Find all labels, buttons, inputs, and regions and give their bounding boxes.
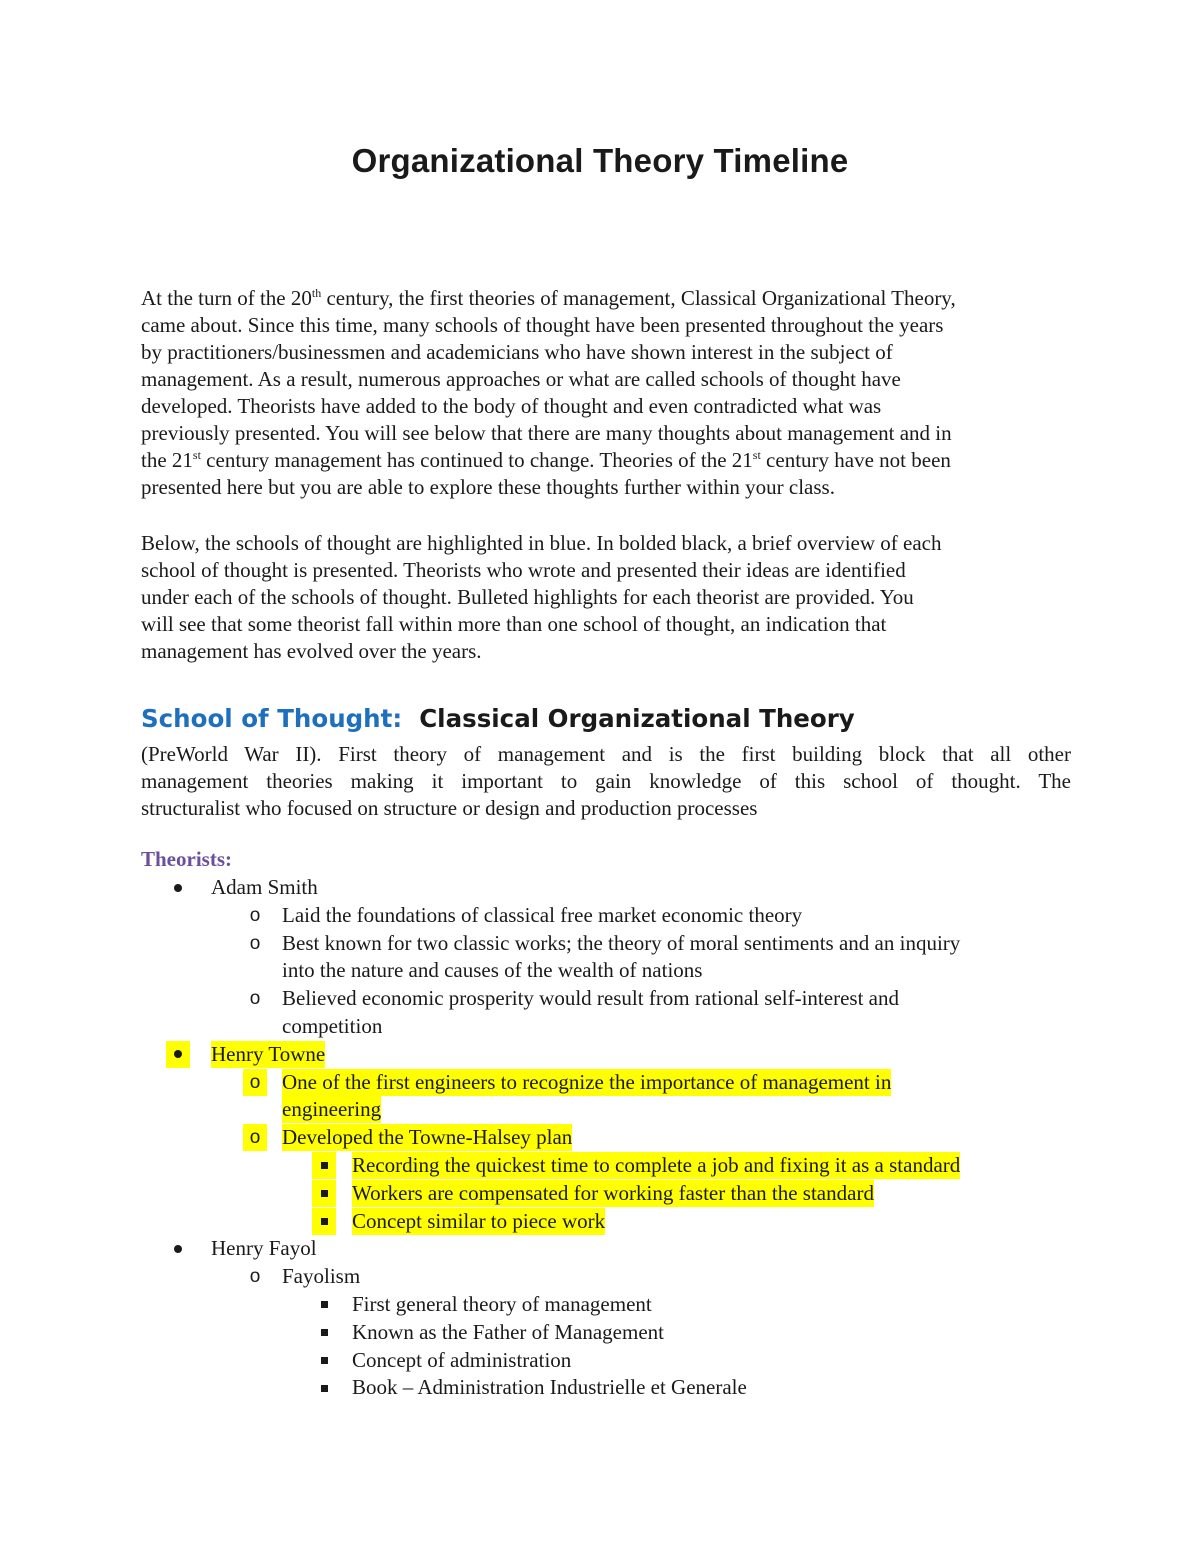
theorist-point (0, 1096, 1100, 1123)
list-item-text: Laid the foundations of classical free market economic theory (282, 902, 803, 927)
overview-line: under each of the schools of thought. Bulleted highlights for each theorist are provided. You (141, 585, 914, 609)
bullet-icon (312, 1208, 336, 1235)
theorist-subpoint (0, 1319, 1100, 1346)
list-item-text: Developed the Towne-Halsey plan (282, 1125, 573, 1150)
theorist-point (0, 930, 1100, 957)
theorist-name (0, 1041, 1100, 1068)
bullet-icon: o (249, 904, 261, 926)
list-item-text: Henry Fayol (211, 1236, 317, 1261)
theorist-point (0, 1124, 1100, 1151)
theorist-point (0, 1069, 1100, 1096)
section-overview-line: management theories making it important to gain knowledge of this school of thought. The (141, 769, 1071, 793)
list-item-text: Recording the quickest time to complete a job and fixing it as a standard (352, 1153, 961, 1177)
list-item-text: Concept of administration (352, 1347, 572, 1372)
theorist-name (0, 1235, 1100, 1262)
list-item-text: Best known for two classic works; the theory of moral sentiments and an inquiry (282, 930, 961, 955)
section-heading (141, 704, 855, 733)
bullet-icon (312, 1374, 336, 1401)
overview-line: school of thought is presented. Theorists who wrote and presented their ideas are identified (141, 558, 906, 582)
theorist-name (0, 874, 1100, 901)
theorist-subpoint (0, 1347, 1100, 1374)
intro-paragraph (141, 285, 1071, 501)
section-name: Classical Organizational Theory (419, 704, 855, 733)
bullet-icon: o (243, 1069, 267, 1096)
intro-line: presented here but you are able to explore these thoughts further within your class. (141, 475, 835, 499)
intro-line: by practitioners/businessmen and academicians who have shown interest in the subject of (141, 340, 893, 364)
overview-line: Below, the schools of thought are highlighted in blue. In bolded black, a brief overview of each (141, 531, 942, 555)
bullet-icon (312, 1180, 336, 1207)
overview-line: management has evolved over the years. (141, 639, 482, 663)
overview-line: will see that some theorist fall within more than one school of thought, an indication that (141, 612, 887, 636)
theorist-point (0, 1263, 1100, 1290)
list-item-text: competition (282, 1014, 383, 1038)
section-overview-line: structuralist who focused on structure or design and production processes (141, 796, 758, 820)
list-item-text: Book – Administration Industrielle et Generale (352, 1375, 747, 1400)
overview-paragraph (141, 530, 1071, 665)
bullet-icon: o (249, 988, 261, 1010)
theorist-point (0, 902, 1100, 929)
list-item-text: One of the first engineers to recognize the importance of management in (282, 1069, 892, 1094)
bullet-icon (312, 1152, 336, 1179)
bullet-icon (312, 1319, 336, 1346)
intro-line: developed. Theorists have added to the body of thought and even contradicted what was (141, 394, 882, 418)
bullet-icon: o (249, 1266, 261, 1288)
list-item-text: Concept similar to piece work (352, 1208, 606, 1233)
list-item-text: engineering (282, 1097, 382, 1122)
list-item-text: First general theory of management (352, 1292, 652, 1316)
section-overview-line: (PreWorld War II). First theory of management and is the first building block that all other (141, 742, 1071, 766)
theorist-subpoint (0, 1374, 1100, 1401)
section-overview (141, 741, 1071, 822)
ordinal-suffix: st (192, 448, 201, 462)
intro-line: previously presented. You will see below that there are many thoughts about management and in (141, 421, 952, 445)
theorist-subpoint (0, 1291, 1100, 1318)
document-title: Organizational Theory Timeline (351, 142, 849, 179)
section-label: School of Thought: (141, 704, 403, 733)
intro-line: the 21st century management has continued to change. Theories of the 21st century have not been (141, 448, 951, 472)
bullet-icon (166, 874, 190, 901)
intro-line: came about. Since this time, many schools of thought have been presented throughout the years (141, 313, 944, 337)
theorist-subpoint (0, 1180, 1100, 1207)
bullet-icon (312, 1347, 336, 1374)
bullet-icon (312, 1291, 336, 1318)
list-item-text: Fayolism (282, 1264, 361, 1289)
theorist-point (0, 1013, 1100, 1040)
theorist-point (0, 985, 1100, 1012)
ordinal-suffix: st (752, 448, 761, 462)
list-item-text: into the nature and causes of the wealth of nations (282, 958, 703, 983)
bullet-icon (166, 1041, 190, 1068)
list-item-text: Known as the Father of Management (352, 1319, 664, 1344)
bullet-icon: o (249, 932, 261, 954)
list-item-text: Believed economic prosperity would result from rational self-interest and (282, 986, 899, 1011)
theorist-point (0, 957, 1100, 984)
intro-line: At the turn of the 20th century, the first theories of management, Classical Organizational Theory, (141, 286, 956, 310)
list-item-text: Henry Towne (211, 1041, 326, 1066)
list-item-text: Workers are compensated for working faster than the standard (352, 1180, 874, 1205)
theorist-subpoint (0, 1208, 1100, 1235)
ordinal-suffix: th (311, 286, 322, 300)
intro-line: management. As a result, numerous approaches or what are called schools of thought have (141, 367, 901, 391)
theorist-subpoint (0, 1152, 1100, 1179)
list-item-text: Adam Smith (211, 875, 318, 899)
theorists-label: Theorists: (141, 847, 232, 871)
bullet-icon (166, 1235, 190, 1262)
bullet-icon: o (243, 1124, 267, 1151)
